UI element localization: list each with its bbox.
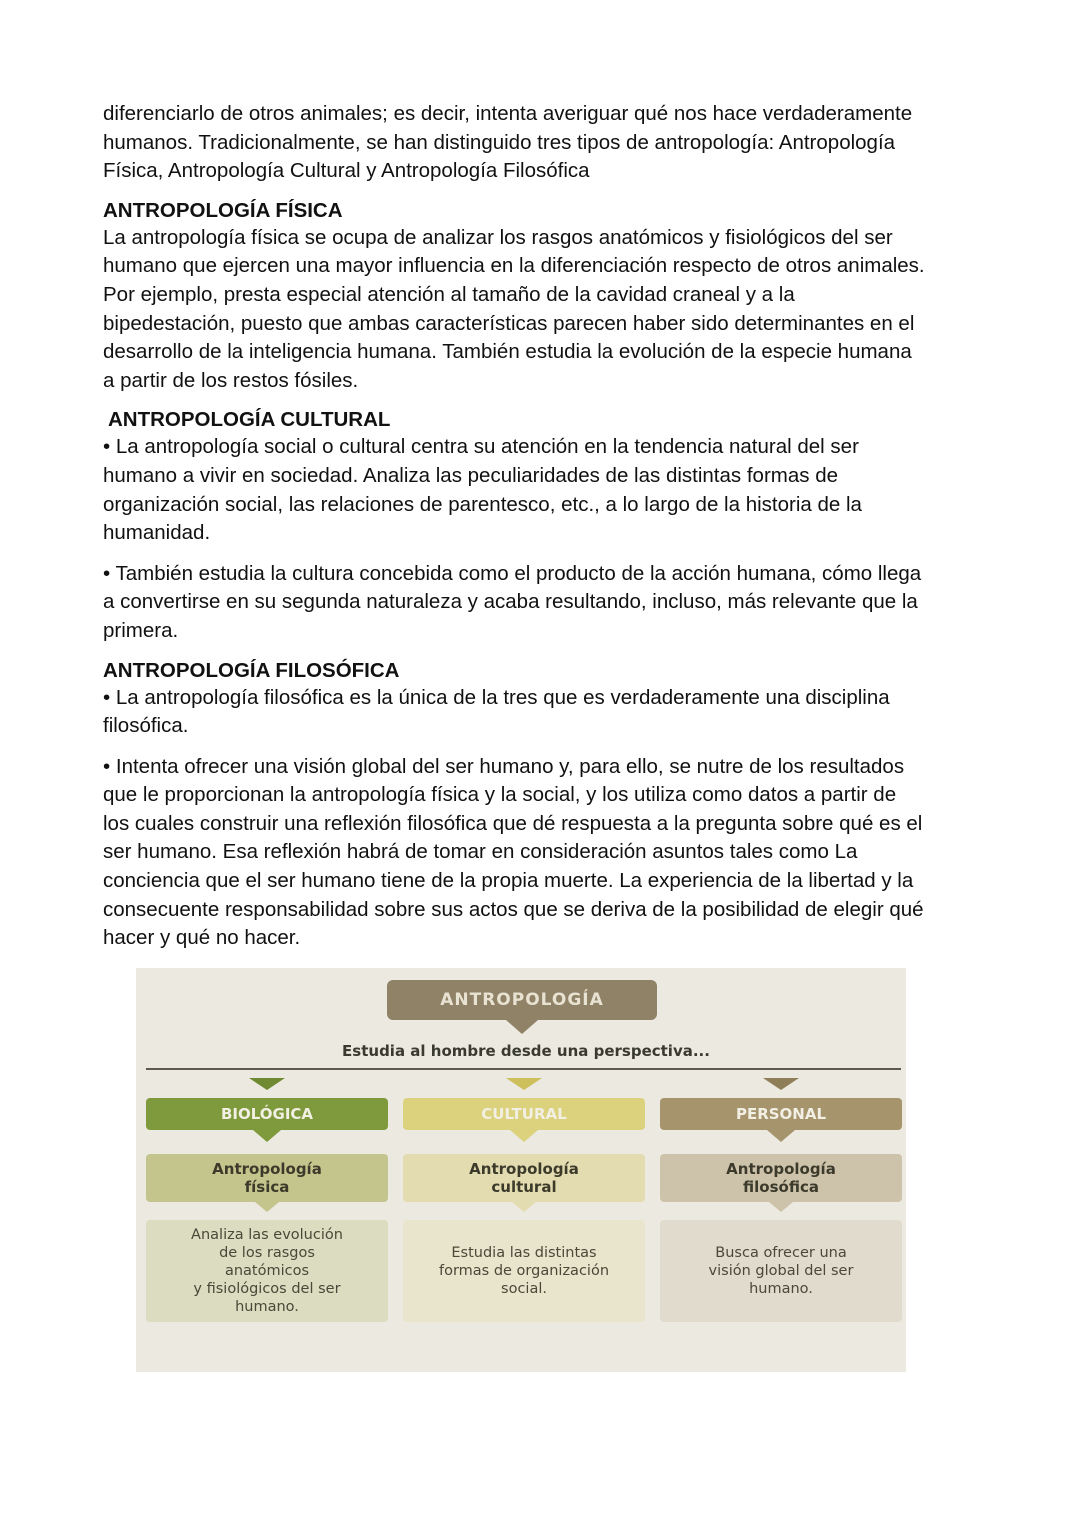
discipline-line: Antropología <box>469 1160 579 1178</box>
category-box: PERSONAL <box>660 1098 902 1130</box>
category-pointer <box>510 1130 538 1142</box>
text-line: a partir de los restos fósiles. <box>103 368 359 392</box>
heading-filosofica: ANTROPOLOGÍA FILOSÓFICA <box>103 658 400 682</box>
filosofica-paragraph-1 <box>103 684 983 741</box>
discipline-line: Antropología <box>726 1160 836 1178</box>
discipline-line: física <box>244 1178 290 1196</box>
diagram-column-personal <box>660 1078 902 1322</box>
text-line: • Intenta ofrecer una visión global del ser humano y, para ello, se nutre de los resultados <box>103 754 905 778</box>
discipline-pointer <box>769 1202 793 1212</box>
text-line: primera. <box>103 618 179 642</box>
down-arrow-icon <box>249 1078 285 1090</box>
down-arrow-icon <box>506 1078 542 1090</box>
text-line: ser humano. Esa reflexión habrá de tomar en consideración asuntos tales como La <box>103 840 858 864</box>
filosofica-paragraph-2 <box>103 753 983 953</box>
intro-paragraph <box>103 100 983 186</box>
description-box <box>660 1220 902 1322</box>
description-line: anatómicos <box>224 1263 310 1279</box>
description-line: Estudia las distintas <box>451 1245 597 1261</box>
text-line: desarrollo de la inteligencia humana. También estudia la evolución de la especie humana <box>103 340 912 364</box>
text-line: organización social, las relaciones de parentesco, etc., a lo largo de la historia de la <box>103 492 862 516</box>
text-line: filosófica. <box>103 714 189 738</box>
section-filosofica <box>103 658 983 953</box>
discipline-box <box>403 1154 645 1202</box>
text-line: a convertirse en su segunda naturaleza y acaba resultando, incluso, más relevante que la <box>103 590 918 614</box>
text-line: conciencia que el ser humano tiene de la propia muerte. La experiencia de la libertad y la <box>103 869 914 893</box>
discipline-box <box>660 1154 902 1202</box>
text-line: humano que ejercen una mayor influencia en la diferenciación respecto de otros animales. <box>103 254 925 278</box>
text-line: bipedestación, puesto que ambas características parecen haber sido determinantes en el <box>103 311 915 335</box>
description-line: humano. <box>235 1299 299 1315</box>
description-line: y fisiológicos del ser <box>193 1281 341 1297</box>
discipline-pointer <box>255 1202 279 1212</box>
antropologia-diagram <box>136 968 906 1372</box>
text-line: los cuales construir una reflexión filosófica que dé respuesta a la pregunta sobre qué es el <box>103 811 923 835</box>
text-line: • La antropología social o cultural centra su atención en la tendencia natural del ser <box>103 435 859 459</box>
section-fisica <box>103 198 983 396</box>
cultural-paragraph-2 <box>103 560 983 646</box>
text-line: • La antropología filosófica es la única de la tres que es verdaderamente una disciplina <box>103 685 890 709</box>
category-pointer <box>253 1130 281 1142</box>
cultural-paragraph-1 <box>103 433 983 547</box>
diagram-column-biologica <box>146 1078 388 1322</box>
category-box: BIOLÓGICA <box>146 1098 388 1130</box>
diagram-subtitle: Estudia al hombre desde una perspectiva... <box>342 1042 710 1060</box>
description-box <box>146 1220 388 1322</box>
diagram-divider <box>146 1068 901 1070</box>
description-line: visión global del ser <box>708 1263 854 1279</box>
discipline-line: cultural <box>491 1178 557 1196</box>
fisica-paragraph <box>103 224 983 396</box>
down-arrow-icon <box>763 1078 799 1090</box>
description-line: de los rasgos <box>219 1245 315 1261</box>
text-line: humanidad. <box>103 521 211 545</box>
text-line: humanos. Tradicionalmente, se han distinguido tres tipos de antropología: Antropología <box>103 130 896 154</box>
text-line: diferenciarlo de otros animales; es decir, intenta averiguar qué nos hace verdaderamente <box>103 102 913 125</box>
description-line: humano. <box>749 1281 813 1297</box>
discipline-box <box>146 1154 388 1202</box>
discipline-line: filosófica <box>743 1178 819 1196</box>
text-line: La antropología física se ocupa de analizar los rasgos anatómicos y fisiológicos del ser <box>103 225 893 249</box>
diagram-title: ANTROPOLOGÍA <box>387 980 657 1020</box>
document-body <box>103 100 983 965</box>
text-line: que le proporcionan la antropología física y la social, y los utiliza como datos a partir de <box>103 783 897 807</box>
text-line: consecuente responsabilidad sobre sus actos que se deriva de la posibilidad de elegir qué <box>103 897 924 921</box>
category-box: CULTURAL <box>403 1098 645 1130</box>
discipline-pointer <box>512 1202 536 1212</box>
text-line: Por ejemplo, presta especial atención al tamaño de la cavidad craneal y a la <box>103 282 795 306</box>
text-line: Física, Antropología Cultural y Antropología Filosófica <box>103 159 590 183</box>
category-pointer <box>767 1130 795 1142</box>
description-line: social. <box>501 1281 547 1297</box>
text-line: hacer y qué no hacer. <box>103 926 301 950</box>
section-cultural <box>103 407 983 645</box>
text-line: humano a vivir en sociedad. Analiza las peculiaridades de las distintas formas de <box>103 463 838 487</box>
heading-cultural: ANTROPOLOGÍA CULTURAL <box>108 408 391 432</box>
text-line: • También estudia la cultura concebida como el producto de la acción humana, cómo llega <box>103 561 922 585</box>
heading-fisica: ANTROPOLOGÍA FÍSICA <box>103 198 343 222</box>
description-box <box>403 1220 645 1322</box>
diagram-column-cultural <box>403 1078 645 1322</box>
description-line: Analiza las evolución <box>191 1227 343 1243</box>
diagram-title-pointer <box>506 1020 538 1034</box>
description-line: formas de organización <box>438 1263 610 1279</box>
discipline-line: Antropología <box>212 1160 322 1178</box>
description-line: Busca ofrecer una <box>715 1245 847 1261</box>
